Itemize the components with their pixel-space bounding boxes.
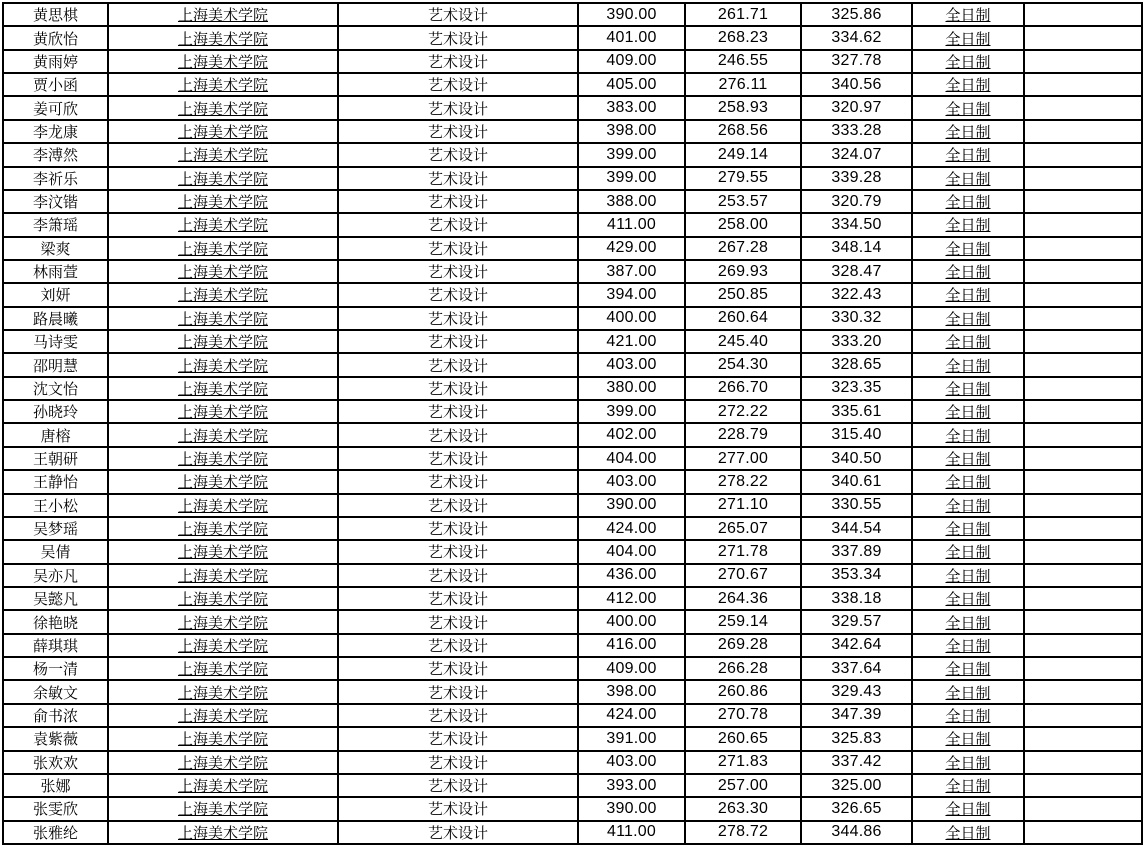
- cell-score3[interactable]: 340.50: [802, 448, 911, 469]
- cell-score1[interactable]: 421.00: [579, 331, 684, 352]
- cell-score1[interactable]: 391.00: [579, 728, 684, 749]
- cell-score1[interactable]: 380.00: [579, 378, 684, 399]
- cell-score3[interactable]: 335.61: [802, 401, 911, 422]
- cell-school[interactable]: 上海美术学院: [109, 214, 337, 235]
- cell-notes[interactable]: [1025, 495, 1141, 516]
- cell-mode[interactable]: 全日制: [913, 378, 1023, 399]
- cell-name[interactable]: 邵明慧: [4, 354, 107, 375]
- cell-major[interactable]: 艺术设计: [339, 74, 577, 95]
- cell-mode[interactable]: 全日制: [913, 261, 1023, 282]
- cell-major[interactable]: 艺术设计: [339, 308, 577, 329]
- cell-name[interactable]: 张雅纶: [4, 822, 107, 843]
- cell-name[interactable]: 李溥然: [4, 144, 107, 165]
- cell-notes[interactable]: [1025, 541, 1141, 562]
- cell-school[interactable]: 上海美术学院: [109, 238, 337, 259]
- cell-score1[interactable]: 424.00: [579, 518, 684, 539]
- cell-notes[interactable]: [1025, 4, 1141, 25]
- cell-school[interactable]: 上海美术学院: [109, 728, 337, 749]
- cell-name[interactable]: 姜可欣: [4, 97, 107, 118]
- cell-score3[interactable]: 329.43: [802, 681, 911, 702]
- cell-score1[interactable]: 399.00: [579, 401, 684, 422]
- cell-major[interactable]: 艺术设计: [339, 588, 577, 609]
- cell-notes[interactable]: [1025, 611, 1141, 632]
- cell-name[interactable]: 贾小函: [4, 74, 107, 95]
- cell-notes[interactable]: [1025, 308, 1141, 329]
- cell-school[interactable]: 上海美术学院: [109, 74, 337, 95]
- cell-score2[interactable]: 260.64: [686, 308, 800, 329]
- cell-score1[interactable]: 403.00: [579, 354, 684, 375]
- cell-mode[interactable]: 全日制: [913, 565, 1023, 586]
- cell-score2[interactable]: 268.56: [686, 121, 800, 142]
- cell-name[interactable]: 张娜: [4, 775, 107, 796]
- cell-school[interactable]: 上海美术学院: [109, 752, 337, 773]
- cell-school[interactable]: 上海美术学院: [109, 378, 337, 399]
- cell-mode[interactable]: 全日制: [913, 448, 1023, 469]
- cell-mode[interactable]: 全日制: [913, 168, 1023, 189]
- cell-notes[interactable]: [1025, 401, 1141, 422]
- cell-score3[interactable]: 344.54: [802, 518, 911, 539]
- cell-score1[interactable]: 411.00: [579, 214, 684, 235]
- cell-score1[interactable]: 390.00: [579, 4, 684, 25]
- cell-score2[interactable]: 264.36: [686, 588, 800, 609]
- cell-name[interactable]: 孙晓玲: [4, 401, 107, 422]
- cell-notes[interactable]: [1025, 705, 1141, 726]
- cell-score3[interactable]: 333.20: [802, 331, 911, 352]
- cell-school[interactable]: 上海美术学院: [109, 822, 337, 843]
- cell-mode[interactable]: 全日制: [913, 658, 1023, 679]
- cell-score3[interactable]: 315.40: [802, 424, 911, 445]
- cell-mode[interactable]: 全日制: [913, 74, 1023, 95]
- cell-school[interactable]: 上海美术学院: [109, 518, 337, 539]
- cell-score2[interactable]: 270.78: [686, 705, 800, 726]
- cell-score2[interactable]: 268.23: [686, 27, 800, 48]
- cell-score2[interactable]: 269.93: [686, 261, 800, 282]
- cell-major[interactable]: 艺术设计: [339, 284, 577, 305]
- cell-score1[interactable]: 416.00: [579, 635, 684, 656]
- cell-score3[interactable]: 329.57: [802, 611, 911, 632]
- cell-mode[interactable]: 全日制: [913, 121, 1023, 142]
- cell-score3[interactable]: 340.56: [802, 74, 911, 95]
- cell-name[interactable]: 张欢欢: [4, 752, 107, 773]
- cell-score2[interactable]: 269.28: [686, 635, 800, 656]
- cell-score2[interactable]: 228.79: [686, 424, 800, 445]
- cell-name[interactable]: 吴懿凡: [4, 588, 107, 609]
- cell-school[interactable]: 上海美术学院: [109, 448, 337, 469]
- cell-score1[interactable]: 403.00: [579, 752, 684, 773]
- cell-score1[interactable]: 390.00: [579, 495, 684, 516]
- cell-score3[interactable]: 334.50: [802, 214, 911, 235]
- cell-mode[interactable]: 全日制: [913, 471, 1023, 492]
- cell-major[interactable]: 艺术设计: [339, 822, 577, 843]
- cell-mode[interactable]: 全日制: [913, 798, 1023, 819]
- cell-score2[interactable]: 246.55: [686, 51, 800, 72]
- cell-mode[interactable]: 全日制: [913, 27, 1023, 48]
- cell-score1[interactable]: 399.00: [579, 168, 684, 189]
- cell-score1[interactable]: 398.00: [579, 681, 684, 702]
- cell-score1[interactable]: 400.00: [579, 308, 684, 329]
- cell-school[interactable]: 上海美术学院: [109, 424, 337, 445]
- cell-score3[interactable]: 325.83: [802, 728, 911, 749]
- cell-mode[interactable]: 全日制: [913, 238, 1023, 259]
- cell-name[interactable]: 黄思棋: [4, 4, 107, 25]
- cell-score2[interactable]: 267.28: [686, 238, 800, 259]
- cell-score3[interactable]: 337.42: [802, 752, 911, 773]
- cell-mode[interactable]: 全日制: [913, 401, 1023, 422]
- cell-school[interactable]: 上海美术学院: [109, 121, 337, 142]
- cell-notes[interactable]: [1025, 518, 1141, 539]
- cell-notes[interactable]: [1025, 471, 1141, 492]
- cell-notes[interactable]: [1025, 261, 1141, 282]
- cell-notes[interactable]: [1025, 448, 1141, 469]
- cell-score3[interactable]: 324.07: [802, 144, 911, 165]
- cell-score3[interactable]: 330.32: [802, 308, 911, 329]
- cell-notes[interactable]: [1025, 588, 1141, 609]
- cell-mode[interactable]: 全日制: [913, 4, 1023, 25]
- cell-major[interactable]: 艺术设计: [339, 261, 577, 282]
- cell-mode[interactable]: 全日制: [913, 424, 1023, 445]
- cell-score3[interactable]: 320.97: [802, 97, 911, 118]
- cell-notes[interactable]: [1025, 144, 1141, 165]
- cell-score3[interactable]: 325.00: [802, 775, 911, 796]
- cell-score1[interactable]: 401.00: [579, 27, 684, 48]
- cell-score3[interactable]: 347.39: [802, 705, 911, 726]
- cell-score3[interactable]: 342.64: [802, 635, 911, 656]
- cell-school[interactable]: 上海美术学院: [109, 541, 337, 562]
- cell-major[interactable]: 艺术设计: [339, 681, 577, 702]
- cell-school[interactable]: 上海美术学院: [109, 261, 337, 282]
- cell-score2[interactable]: 270.67: [686, 565, 800, 586]
- cell-name[interactable]: 王静怡: [4, 471, 107, 492]
- cell-notes[interactable]: [1025, 51, 1141, 72]
- cell-notes[interactable]: [1025, 97, 1141, 118]
- cell-score2[interactable]: 253.57: [686, 191, 800, 212]
- cell-school[interactable]: 上海美术学院: [109, 681, 337, 702]
- cell-mode[interactable]: 全日制: [913, 354, 1023, 375]
- cell-notes[interactable]: [1025, 238, 1141, 259]
- cell-mode[interactable]: 全日制: [913, 705, 1023, 726]
- cell-notes[interactable]: [1025, 214, 1141, 235]
- cell-score2[interactable]: 258.00: [686, 214, 800, 235]
- cell-score3[interactable]: 322.43: [802, 284, 911, 305]
- cell-notes[interactable]: [1025, 378, 1141, 399]
- cell-mode[interactable]: 全日制: [913, 635, 1023, 656]
- cell-score2[interactable]: 277.00: [686, 448, 800, 469]
- cell-name[interactable]: 唐榕: [4, 424, 107, 445]
- cell-name[interactable]: 杨一清: [4, 658, 107, 679]
- cell-major[interactable]: 艺术设计: [339, 144, 577, 165]
- cell-score3[interactable]: 339.28: [802, 168, 911, 189]
- cell-score1[interactable]: 402.00: [579, 424, 684, 445]
- cell-major[interactable]: 艺术设计: [339, 611, 577, 632]
- cell-score1[interactable]: 399.00: [579, 144, 684, 165]
- cell-major[interactable]: 艺术设计: [339, 518, 577, 539]
- cell-score1[interactable]: 411.00: [579, 822, 684, 843]
- cell-notes[interactable]: [1025, 658, 1141, 679]
- cell-school[interactable]: 上海美术学院: [109, 611, 337, 632]
- cell-school[interactable]: 上海美术学院: [109, 401, 337, 422]
- cell-major[interactable]: 艺术设计: [339, 541, 577, 562]
- cell-score2[interactable]: 261.71: [686, 4, 800, 25]
- cell-score3[interactable]: 323.35: [802, 378, 911, 399]
- cell-score1[interactable]: 405.00: [579, 74, 684, 95]
- cell-name[interactable]: 薛琪琪: [4, 635, 107, 656]
- cell-name[interactable]: 李箫瑶: [4, 214, 107, 235]
- cell-school[interactable]: 上海美术学院: [109, 97, 337, 118]
- cell-name[interactable]: 张雯欣: [4, 798, 107, 819]
- cell-major[interactable]: 艺术设计: [339, 424, 577, 445]
- cell-score3[interactable]: 348.14: [802, 238, 911, 259]
- cell-score3[interactable]: 334.62: [802, 27, 911, 48]
- cell-score2[interactable]: 263.30: [686, 798, 800, 819]
- cell-major[interactable]: 艺术设计: [339, 378, 577, 399]
- cell-score1[interactable]: 436.00: [579, 565, 684, 586]
- cell-major[interactable]: 艺术设计: [339, 51, 577, 72]
- cell-mode[interactable]: 全日制: [913, 191, 1023, 212]
- cell-score1[interactable]: 412.00: [579, 588, 684, 609]
- cell-mode[interactable]: 全日制: [913, 611, 1023, 632]
- cell-score3[interactable]: 325.86: [802, 4, 911, 25]
- cell-score3[interactable]: 333.28: [802, 121, 911, 142]
- cell-major[interactable]: 艺术设计: [339, 448, 577, 469]
- cell-school[interactable]: 上海美术学院: [109, 4, 337, 25]
- cell-score2[interactable]: 257.00: [686, 775, 800, 796]
- cell-school[interactable]: 上海美术学院: [109, 565, 337, 586]
- cell-score2[interactable]: 259.14: [686, 611, 800, 632]
- cell-school[interactable]: 上海美术学院: [109, 284, 337, 305]
- cell-notes[interactable]: [1025, 822, 1141, 843]
- cell-score2[interactable]: 245.40: [686, 331, 800, 352]
- cell-score2[interactable]: 271.10: [686, 495, 800, 516]
- cell-name[interactable]: 黄欣怡: [4, 27, 107, 48]
- cell-major[interactable]: 艺术设计: [339, 495, 577, 516]
- cell-score1[interactable]: 383.00: [579, 97, 684, 118]
- cell-notes[interactable]: [1025, 635, 1141, 656]
- cell-major[interactable]: 艺术设计: [339, 565, 577, 586]
- cell-school[interactable]: 上海美术学院: [109, 168, 337, 189]
- cell-major[interactable]: 艺术设计: [339, 752, 577, 773]
- cell-notes[interactable]: [1025, 728, 1141, 749]
- cell-major[interactable]: 艺术设计: [339, 471, 577, 492]
- cell-mode[interactable]: 全日制: [913, 518, 1023, 539]
- cell-mode[interactable]: 全日制: [913, 331, 1023, 352]
- cell-school[interactable]: 上海美术学院: [109, 308, 337, 329]
- cell-major[interactable]: 艺术设计: [339, 635, 577, 656]
- cell-notes[interactable]: [1025, 191, 1141, 212]
- cell-school[interactable]: 上海美术学院: [109, 705, 337, 726]
- cell-mode[interactable]: 全日制: [913, 752, 1023, 773]
- cell-notes[interactable]: [1025, 354, 1141, 375]
- cell-score3[interactable]: 327.78: [802, 51, 911, 72]
- cell-score2[interactable]: 250.85: [686, 284, 800, 305]
- cell-score1[interactable]: 394.00: [579, 284, 684, 305]
- cell-mode[interactable]: 全日制: [913, 775, 1023, 796]
- cell-major[interactable]: 艺术设计: [339, 401, 577, 422]
- cell-name[interactable]: 路晨曦: [4, 308, 107, 329]
- cell-mode[interactable]: 全日制: [913, 51, 1023, 72]
- cell-name[interactable]: 吴倩: [4, 541, 107, 562]
- cell-score1[interactable]: 400.00: [579, 611, 684, 632]
- cell-score1[interactable]: 403.00: [579, 471, 684, 492]
- cell-score2[interactable]: 266.70: [686, 378, 800, 399]
- cell-name[interactable]: 王小松: [4, 495, 107, 516]
- cell-major[interactable]: 艺术设计: [339, 121, 577, 142]
- cell-major[interactable]: 艺术设计: [339, 4, 577, 25]
- cell-score2[interactable]: 265.07: [686, 518, 800, 539]
- cell-mode[interactable]: 全日制: [913, 495, 1023, 516]
- students-table: [2, 2, 1143, 845]
- cell-major[interactable]: 艺术设计: [339, 775, 577, 796]
- cell-school[interactable]: 上海美术学院: [109, 775, 337, 796]
- cell-score1[interactable]: 398.00: [579, 121, 684, 142]
- cell-score2[interactable]: 254.30: [686, 354, 800, 375]
- cell-major[interactable]: 艺术设计: [339, 97, 577, 118]
- cell-mode[interactable]: 全日制: [913, 97, 1023, 118]
- cell-score3[interactable]: 337.89: [802, 541, 911, 562]
- cell-score1[interactable]: 404.00: [579, 448, 684, 469]
- cell-name[interactable]: 梁爽: [4, 238, 107, 259]
- cell-score2[interactable]: 279.55: [686, 168, 800, 189]
- cell-mode[interactable]: 全日制: [913, 681, 1023, 702]
- cell-mode[interactable]: 全日制: [913, 822, 1023, 843]
- cell-major[interactable]: 艺术设计: [339, 238, 577, 259]
- cell-notes[interactable]: [1025, 168, 1141, 189]
- cell-score3[interactable]: 353.34: [802, 565, 911, 586]
- cell-score2[interactable]: 258.93: [686, 97, 800, 118]
- cell-notes[interactable]: [1025, 565, 1141, 586]
- cell-notes[interactable]: [1025, 798, 1141, 819]
- cell-score1[interactable]: 390.00: [579, 798, 684, 819]
- cell-mode[interactable]: 全日制: [913, 728, 1023, 749]
- cell-name[interactable]: 王朝研: [4, 448, 107, 469]
- cell-name[interactable]: 黄雨婷: [4, 51, 107, 72]
- cell-mode[interactable]: 全日制: [913, 144, 1023, 165]
- cell-score1[interactable]: 393.00: [579, 775, 684, 796]
- cell-school[interactable]: 上海美术学院: [109, 658, 337, 679]
- cell-score3[interactable]: 337.64: [802, 658, 911, 679]
- cell-score3[interactable]: 320.79: [802, 191, 911, 212]
- cell-name[interactable]: 林雨萱: [4, 261, 107, 282]
- cell-notes[interactable]: [1025, 121, 1141, 142]
- cell-notes[interactable]: [1025, 27, 1141, 48]
- cell-score3[interactable]: 330.55: [802, 495, 911, 516]
- cell-major[interactable]: 艺术设计: [339, 728, 577, 749]
- cell-score1[interactable]: 388.00: [579, 191, 684, 212]
- cell-school[interactable]: 上海美术学院: [109, 471, 337, 492]
- cell-school[interactable]: 上海美术学院: [109, 635, 337, 656]
- cell-score2[interactable]: 260.65: [686, 728, 800, 749]
- cell-notes[interactable]: [1025, 752, 1141, 773]
- cell-score3[interactable]: 326.65: [802, 798, 911, 819]
- cell-mode[interactable]: 全日制: [913, 541, 1023, 562]
- cell-name[interactable]: 沈文怡: [4, 378, 107, 399]
- cell-school[interactable]: 上海美术学院: [109, 354, 337, 375]
- cell-name[interactable]: 俞书浓: [4, 705, 107, 726]
- cell-name[interactable]: 李汶锴: [4, 191, 107, 212]
- cell-mode[interactable]: 全日制: [913, 214, 1023, 235]
- cell-name[interactable]: 李龙康: [4, 121, 107, 142]
- cell-score2[interactable]: 271.83: [686, 752, 800, 773]
- cell-school[interactable]: 上海美术学院: [109, 191, 337, 212]
- cell-score2[interactable]: 266.28: [686, 658, 800, 679]
- cell-name[interactable]: 吴梦瑶: [4, 518, 107, 539]
- cell-score1[interactable]: 424.00: [579, 705, 684, 726]
- cell-score1[interactable]: 404.00: [579, 541, 684, 562]
- cell-score3[interactable]: 340.61: [802, 471, 911, 492]
- cell-notes[interactable]: [1025, 681, 1141, 702]
- cell-score2[interactable]: 276.11: [686, 74, 800, 95]
- cell-score3[interactable]: 338.18: [802, 588, 911, 609]
- cell-school[interactable]: 上海美术学院: [109, 51, 337, 72]
- cell-score2[interactable]: 249.14: [686, 144, 800, 165]
- cell-mode[interactable]: 全日制: [913, 588, 1023, 609]
- cell-notes[interactable]: [1025, 74, 1141, 95]
- cell-major[interactable]: 艺术设计: [339, 705, 577, 726]
- cell-major[interactable]: 艺术设计: [339, 191, 577, 212]
- cell-school[interactable]: 上海美术学院: [109, 588, 337, 609]
- cell-score1[interactable]: 387.00: [579, 261, 684, 282]
- cell-score2[interactable]: 278.22: [686, 471, 800, 492]
- cell-school[interactable]: 上海美术学院: [109, 27, 337, 48]
- cell-score1[interactable]: 409.00: [579, 658, 684, 679]
- cell-major[interactable]: 艺术设计: [339, 354, 577, 375]
- cell-name[interactable]: 袁紫薇: [4, 728, 107, 749]
- cell-name[interactable]: 马诗雯: [4, 331, 107, 352]
- cell-notes[interactable]: [1025, 284, 1141, 305]
- cell-notes[interactable]: [1025, 331, 1141, 352]
- cell-name[interactable]: 刘妍: [4, 284, 107, 305]
- cell-name[interactable]: 余敏文: [4, 681, 107, 702]
- cell-score2[interactable]: 260.86: [686, 681, 800, 702]
- cell-major[interactable]: 艺术设计: [339, 27, 577, 48]
- cell-major[interactable]: 艺术设计: [339, 214, 577, 235]
- cell-score1[interactable]: 409.00: [579, 51, 684, 72]
- cell-score3[interactable]: 328.47: [802, 261, 911, 282]
- cell-score2[interactable]: 271.78: [686, 541, 800, 562]
- cell-major[interactable]: 艺术设计: [339, 168, 577, 189]
- cell-major[interactable]: 艺术设计: [339, 658, 577, 679]
- cell-notes[interactable]: [1025, 775, 1141, 796]
- cell-score2[interactable]: 278.72: [686, 822, 800, 843]
- cell-name[interactable]: 徐艳晓: [4, 611, 107, 632]
- cell-major[interactable]: 艺术设计: [339, 331, 577, 352]
- cell-score1[interactable]: 429.00: [579, 238, 684, 259]
- cell-school[interactable]: 上海美术学院: [109, 495, 337, 516]
- cell-notes[interactable]: [1025, 424, 1141, 445]
- cell-score3[interactable]: 344.86: [802, 822, 911, 843]
- cell-name[interactable]: 吴亦凡: [4, 565, 107, 586]
- cell-school[interactable]: 上海美术学院: [109, 331, 337, 352]
- cell-school[interactable]: 上海美术学院: [109, 144, 337, 165]
- cell-score2[interactable]: 272.22: [686, 401, 800, 422]
- cell-school[interactable]: 上海美术学院: [109, 798, 337, 819]
- cell-mode[interactable]: 全日制: [913, 284, 1023, 305]
- cell-name[interactable]: 李祈乐: [4, 168, 107, 189]
- cell-mode[interactable]: 全日制: [913, 308, 1023, 329]
- cell-major[interactable]: 艺术设计: [339, 798, 577, 819]
- cell-score3[interactable]: 328.65: [802, 354, 911, 375]
